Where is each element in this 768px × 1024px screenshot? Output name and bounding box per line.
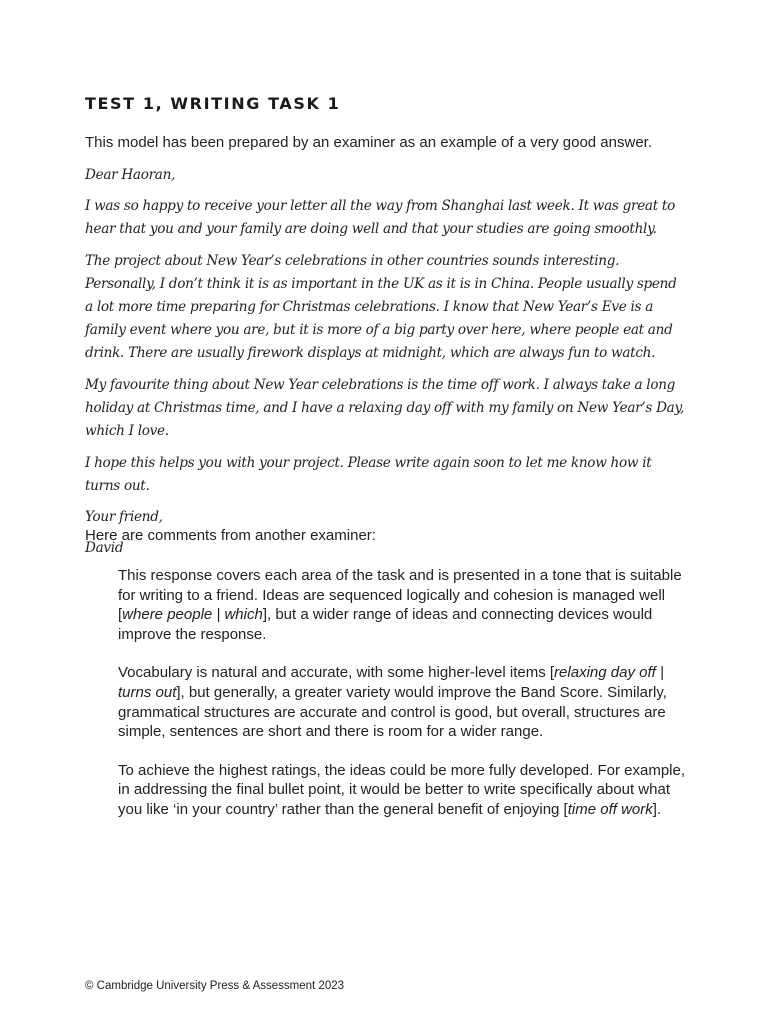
examiner-comments [118, 566, 688, 839]
quoted-example: relaxing day off | turns out [118, 664, 664, 701]
comments-intro: Here are comments from another examiner: [85, 527, 376, 544]
comment-text: ], but generally, a greater variety would improve the Band Score. Similarly, grammatical structures are accurate and control is good, but overall, structures are simple, sentences are short and there is room for a wider range. [118, 683, 667, 741]
page-title: TEST 1, WRITING TASK 1 [85, 94, 341, 113]
comment-paragraph-1 [118, 566, 688, 644]
letter-paragraph-2: The project about New Year’s celebrations in other countries sounds interesting. Personally, I don’t think it is as important in the UK as it is in China. People usually spend a lot more time preparing for Christmas celebrations. I know that New Year’s Eve is a family event where you are, but it is more of a big party over here, where people eat and drink. There are usually firework displays at midnight, which are always fun to watch. [85, 253, 677, 361]
quoted-example: where people | which [122, 606, 263, 624]
comment-text: To achieve the highest ratings, the ideas could be more fully developed. For example, in addressing the final bullet point, it would be better to write specifically about what you like ‘in your country’ rather than the general benefit of enjoying [ [118, 761, 685, 818]
copyright-footer: © Cambridge University Press & Assessment 2023 [85, 980, 345, 992]
quoted-example: time off work [567, 800, 653, 818]
comment-text: ]. [652, 800, 662, 818]
letter-paragraph-3: My favourite thing about New Year celebrations is the time off work. I always take a long holiday at Christmas time, and I have a relaxing day off with my family on New Year’s Day, which I love. [85, 377, 685, 439]
letter-paragraph-4: I hope this helps you with your project. Please write again soon to let me know how it turns out. [85, 455, 652, 494]
letter-greeting: Dear Haoran, [85, 167, 176, 183]
comment-paragraph-2 [118, 663, 688, 741]
letter-closing: Your friend, [85, 509, 163, 525]
model-letter [85, 164, 685, 569]
comment-text: Vocabulary is natural and accurate, with some higher-level items [ [118, 664, 555, 682]
comment-text: This response covers each area of the task and is presented in a tone that is suitable for writing to a friend. Ideas are sequenced logically and cohesion is managed well [ [118, 567, 682, 624]
comment-text: ], but a wider range of ideas and connecting devices would improve the response. [118, 606, 653, 643]
letter-signature: David [85, 540, 124, 556]
letter-paragraph-1: I was so happy to receive your letter all the way from Shanghai last week. It was great to hear that you and your family are doing well and that your studies are going smoothly. [85, 198, 675, 237]
intro-text: This model has been prepared by an examiner as an example of a very good answer. [85, 134, 652, 151]
comment-paragraph-3 [118, 761, 688, 820]
